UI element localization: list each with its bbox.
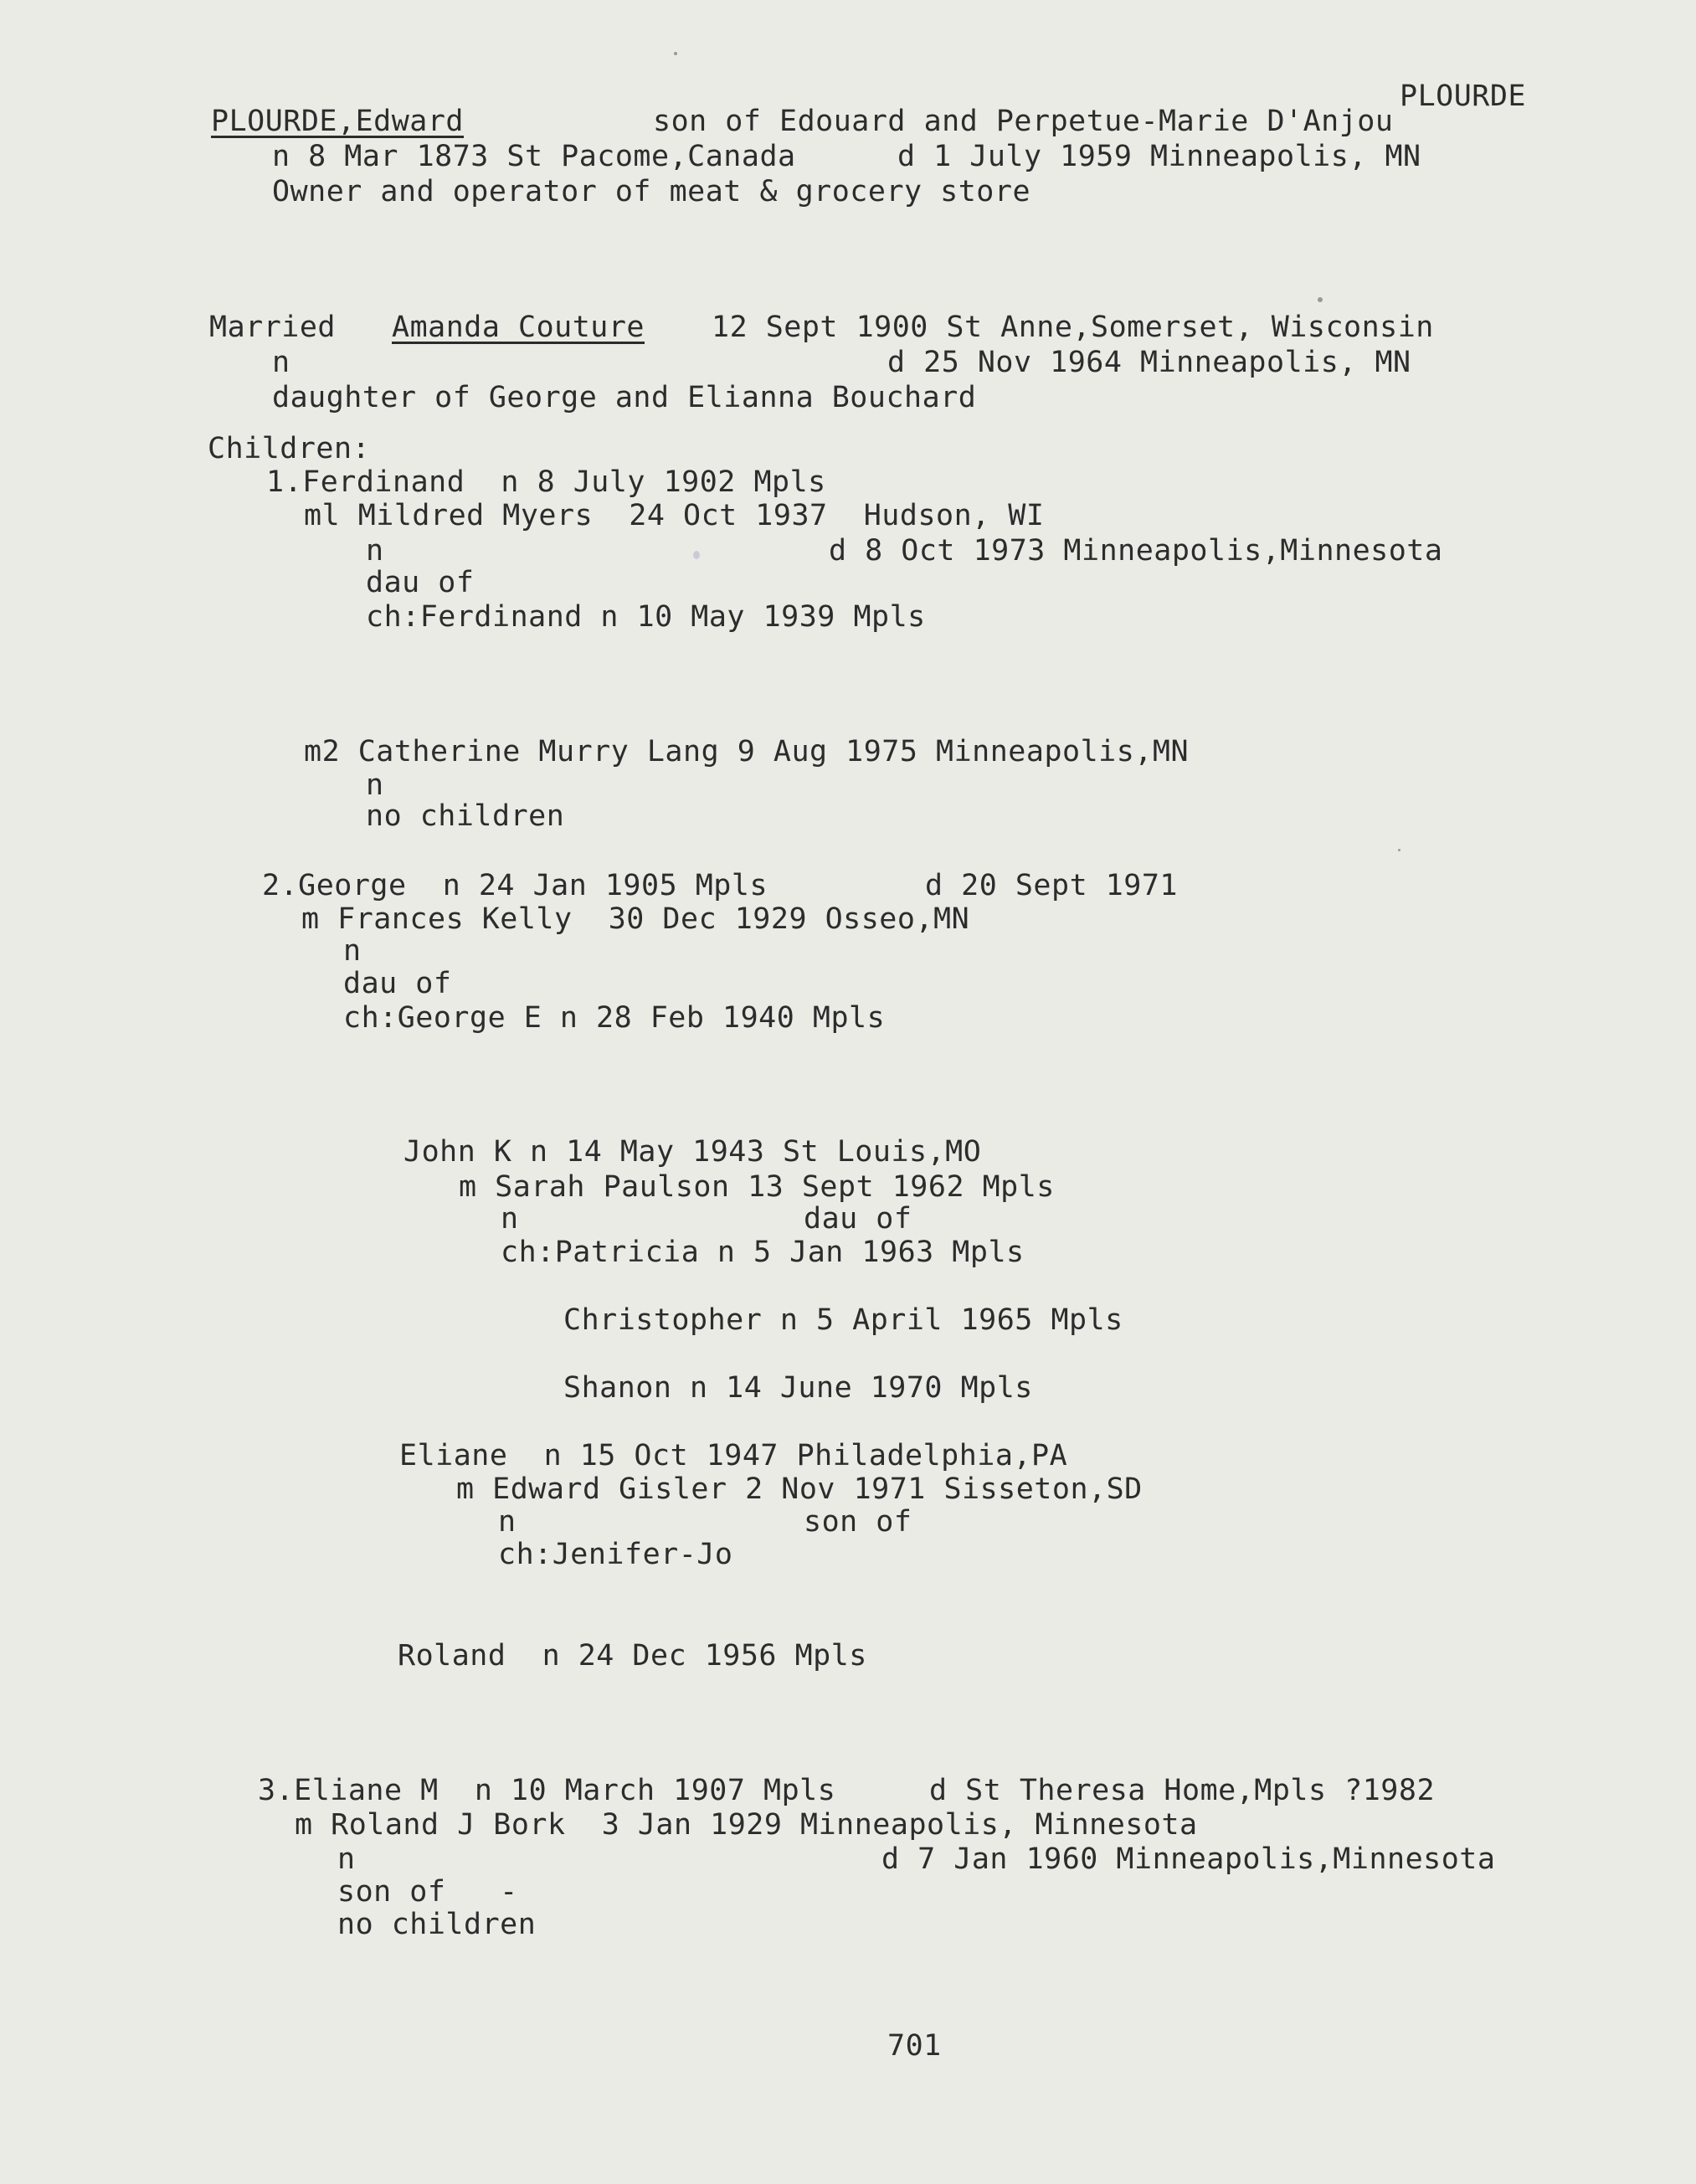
child-3-no-children: no children bbox=[337, 1908, 537, 1941]
great-grandchild-christopher: Christopher n 5 April 1965 Mpls bbox=[563, 1303, 1123, 1337]
great-grandchild-patricia: ch:Patricia n 5 Jan 1963 Mpls bbox=[501, 1236, 1025, 1269]
child-3-death: d St Theresa Home,Mpls ?1982 bbox=[929, 1774, 1436, 1807]
child-3-marriage: m Roland J Bork 3 Jan 1929 Minneapolis, Minnesota bbox=[295, 1808, 1198, 1842]
paper-speck bbox=[674, 52, 677, 55]
child-1-marriage-2: m2 Catherine Murry Lang 9 Aug 1975 Minneapolis,MN bbox=[304, 735, 1190, 768]
marriage-details: 12 Sept 1900 St Anne,Somerset, Wisconsin bbox=[712, 311, 1434, 344]
paper-speck bbox=[1398, 849, 1400, 851]
child-1-spouse-2-birth: n bbox=[366, 768, 384, 802]
marriage-prefix: Married bbox=[209, 311, 337, 344]
spouse-birth: n bbox=[272, 346, 290, 379]
child-2-grandchild: ch:George E n 28 Feb 1940 Mpls bbox=[343, 1001, 886, 1035]
grandchild-eliane-spouse-parents: son of bbox=[804, 1505, 912, 1539]
child-2-death: d 20 Sept 1971 bbox=[925, 869, 1179, 902]
child-2-marriage: m Frances Kelly 30 Dec 1929 Osseo,MN bbox=[301, 902, 970, 936]
subject-birth: n 8 Mar 1873 St Pacome,Canada bbox=[272, 140, 796, 173]
spouse-name: Amanda Couture bbox=[392, 311, 645, 344]
grandchild-john-marriage: m Sarah Paulson 13 Sept 1962 Mpls bbox=[459, 1170, 1055, 1204]
child-1-spouse-1-birth: n bbox=[366, 534, 384, 568]
child-1-spouse-1-parents: dau of bbox=[366, 566, 475, 599]
grandchild-eliane-spouse-birth: n bbox=[498, 1505, 517, 1539]
children-label: Children: bbox=[208, 432, 371, 465]
spouse-parents: daughter of George and Elianna Bouchard bbox=[272, 381, 977, 414]
child-1-no-children: no children bbox=[366, 799, 565, 833]
subject-name: PLOURDE,Edward bbox=[211, 105, 465, 138]
child-2-spouse-birth: n bbox=[343, 934, 362, 968]
child-3-spouse-birth: n bbox=[337, 1842, 356, 1876]
child-1-spouse-1-death: d 8 Oct 1973 Minneapolis,Minnesota bbox=[829, 534, 1443, 568]
grandchild-john-spouse-birth: n bbox=[501, 1202, 519, 1236]
subject-death: d 1 July 1959 Minneapolis, MN bbox=[897, 140, 1421, 173]
grandchild-john-spouse-parents: dau of bbox=[804, 1202, 912, 1236]
spouse-death: d 25 Nov 1964 Minneapolis, MN bbox=[887, 346, 1411, 379]
child-2-spouse-parents: dau of bbox=[343, 967, 452, 1000]
subject-occupation: Owner and operator of meat & grocery store bbox=[272, 175, 1031, 208]
grandchild-john: John K n 14 May 1943 St Louis,MO bbox=[403, 1135, 982, 1169]
grandchild-eliane: Eliane n 15 Oct 1947 Philadelphia,PA bbox=[399, 1439, 1068, 1472]
page-number: 701 bbox=[887, 2029, 942, 2063]
great-grandchild-jenifer-jo: ch:Jenifer-Jo bbox=[498, 1538, 733, 1571]
surname-header: PLOURDE bbox=[1400, 80, 1527, 113]
paper-speck bbox=[693, 551, 700, 559]
subject-parents: son of Edouard and Perpetue-Marie D'Anjou bbox=[653, 105, 1394, 138]
child-2-entry: 2.George n 24 Jan 1905 Mpls bbox=[262, 869, 768, 902]
grandchild-roland: Roland n 24 Dec 1956 Mpls bbox=[398, 1639, 867, 1673]
child-1-grandchild: ch:Ferdinand n 10 May 1939 Mpls bbox=[366, 600, 926, 634]
great-grandchild-shanon: Shanon n 14 June 1970 Mpls bbox=[563, 1371, 1033, 1405]
paper-speck bbox=[1318, 297, 1323, 302]
child-3-spouse-parents: son of - bbox=[337, 1875, 518, 1909]
grandchild-eliane-marriage: m Edward Gisler 2 Nov 1971 Sisseton,SD bbox=[456, 1472, 1143, 1506]
child-3-entry: 3.Eliane M n 10 March 1907 Mpls bbox=[258, 1774, 836, 1807]
child-1-marriage-1: ml Mildred Myers 24 Oct 1937 Hudson, WI bbox=[304, 499, 1045, 532]
child-3-spouse-death: d 7 Jan 1960 Minneapolis,Minnesota bbox=[881, 1842, 1496, 1876]
child-1-entry: 1.Ferdinand n 8 July 1902 Mpls bbox=[266, 465, 826, 499]
